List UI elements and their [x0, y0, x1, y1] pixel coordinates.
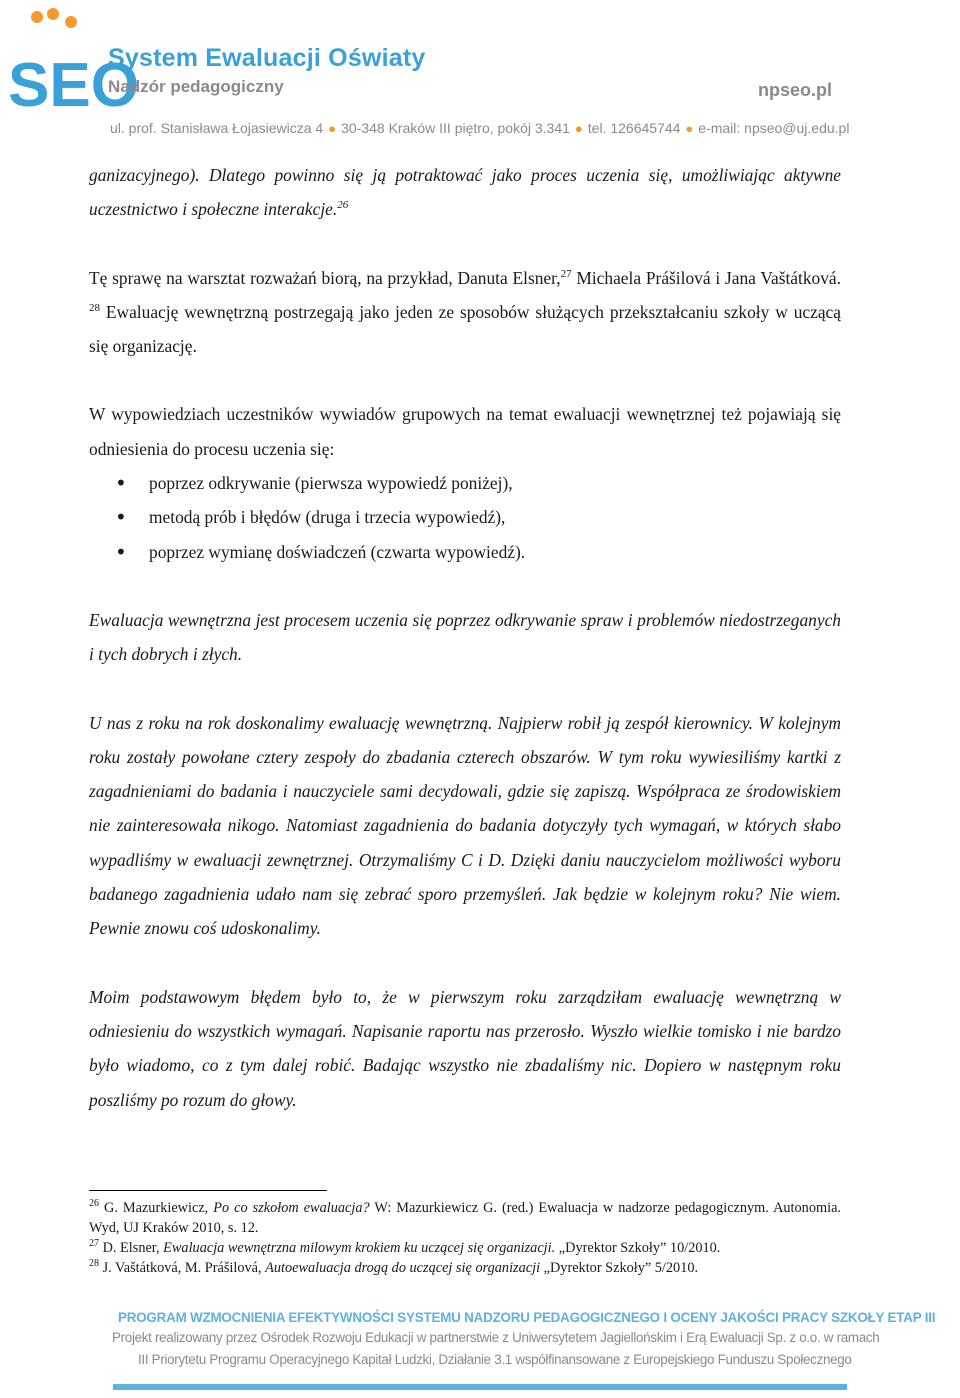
- address-email: e-mail: npseo@uj.edu.pl: [698, 120, 850, 136]
- paragraph-2: Tę sprawę na warsztat rozważań biorą, na przykład, Danuta Elsner,$^{27}$ Michaela Prášilová i Jana Vaštátková. $^{28}$ Ewaluację wewnętrzną postrzegają jako jeden ze sposobów służących przekształcaniu szkoły w uczącą się organizację.: [89, 267, 841, 357]
- logo-text: SEO: [8, 51, 139, 120]
- footer-funding-line: III Priorytetu Programu Operacyjnego Kapitał Ludzki, Działanie 3.1 współfinansowane z Europejskiego Funduszu Społecznego: [138, 1352, 852, 1367]
- footnotes: [89, 1198, 841, 1278]
- footnote-26: $^{26}$ G. Mazurkiewicz, Po co szkołom ewaluacja? W: Mazurkiewicz G. (red.) Ewaluacja w nadzorze pedagogicznym. Autonomia. Wyd, UJ Kraków 2010, s. 12.: [89, 1198, 841, 1236]
- footnote-divider: [89, 1190, 327, 1191]
- address-city: 30-348 Kraków III piętro, pokój 3.341: [341, 120, 570, 136]
- footnote-27: $^{27}$ D. Elsner, Ewaluacja wewnętrzna milowym krokiem ku uczącej się organizacji. „Dyrektor Szkoły” 10/2010.: [89, 1238, 721, 1256]
- quote-2: U nas z roku na rok doskonalimy ewaluację wewnętrzną. Najpierw robił ją zespół kierownicy. W kolejnym roku zostały powołane cztery zespoły do zbadania czterech obszarów. W tym roku wywiesiliśmy kartki z zagadnieniami do badania i nauczyciele sami decydowali, gdzie się zapiszą. Współpraca ze środowiskiem nie zainteresowała nikogo. Natomiast zagadnienia do badania dotyczyły tych wymagań, w których słabo wypadliśmy w ewaluacji zewnętrznej. Otrzymaliśmy C i D. Dzięki daniu nauczycielom możliwości wyboru badanego zagadnienia udało nam się zebrać sporo przemyśleń. Jak będzie w kolejnym roku? Nie wiem. Pewnie znowu coś udoskonalimy.: [89, 712, 841, 939]
- footer-program-title: PROGRAM WZMOCNIENIA EFEKTYWNOŚCI SYSTEMU NADZORU PEDAGOGICZNEGO I OCENY JAKOŚCI PRACY SZKOŁY ETAP III: [118, 1310, 936, 1325]
- footnote-ref-28: 28: [89, 302, 100, 315]
- page-footer: [0, 1306, 960, 1398]
- quote-3: Moim podstawowym błędem było to, że w pierwszym roku zarządziłam ewaluację wewnętrzną w odniesieniu do wszystkich wymagań. Napisanie raportu nas przerosło. Wyszło wielkie tomisko i nie bardzo było wiadomo, co z tym dalej robić. Badając wszystko nie zbadaliśmy nic. Dopiero w następnym roku poszliśmy po rozum do głowy.: [89, 986, 841, 1110]
- separator-dot-icon: ●: [328, 121, 337, 136]
- footnote-ref-26: 26: [337, 199, 349, 212]
- page-header: [0, 0, 960, 140]
- brand-subtitle: Nadzór pedagogiczny: [108, 77, 284, 96]
- quote-1: Ewaluacja wewnętrzna jest procesem uczenia się poprzez odkrywanie spraw i problemów niedostrzeganych i tych dobrych i złych.: [89, 609, 841, 665]
- bullet-list: [89, 466, 841, 569]
- paragraph-1: ganizacyjnego). Dlatego powinno się ją potraktować jako proces uczenia się, umożliwiając aktywne uczestnictwo i społeczne interakcje.$^{26}$: [89, 165, 841, 220]
- seo-logo: [6, 8, 139, 120]
- address-phone: tel. 126645744: [587, 120, 681, 136]
- footnote-ref-27: 27: [560, 267, 572, 280]
- paragraph-3: W wypowiedziach uczestników wywiadów grupowych na temat ewaluacji wewnętrznej też pojawiają się odniesienia do procesu uczenia się:: [89, 404, 841, 459]
- brand-title: System Ewaluacji Oświaty: [108, 44, 426, 72]
- list-item: • poprzez wymianę doświadczeń (czwarta wypowiedź).: [89, 535, 841, 569]
- contact-address: [110, 120, 849, 136]
- separator-dot-icon: ●: [685, 121, 694, 136]
- footer-bar: [113, 1384, 847, 1390]
- footnote-28: $^{28}$ J. Vaštátková, M. Prášilová, Autoewaluacja drogą do uczącej się organizacji „Dyrektor Szkoły” 5/2010.: [89, 1258, 699, 1276]
- footer-project-line: Projekt realizowany przez Ośrodek Rozwoju Edukacji w partnerstwie z Uniwersytetem Jagiellońskim i Erą Ewaluacji Sp. z o.o. w ramach: [112, 1330, 880, 1345]
- separator-dot-icon: ●: [574, 121, 583, 136]
- website-link[interactable]: npseo.pl: [757, 80, 832, 100]
- list-item: • poprzez odkrywanie (pierwsza wypowiedź poniżej),: [89, 466, 841, 500]
- address-street: ul. prof. Stanisława Łojasiewicza 4: [110, 120, 324, 136]
- list-item: • metodą prób i błędów (druga i trzecia wypowiedź),: [89, 500, 841, 534]
- document-body: [89, 158, 841, 1117]
